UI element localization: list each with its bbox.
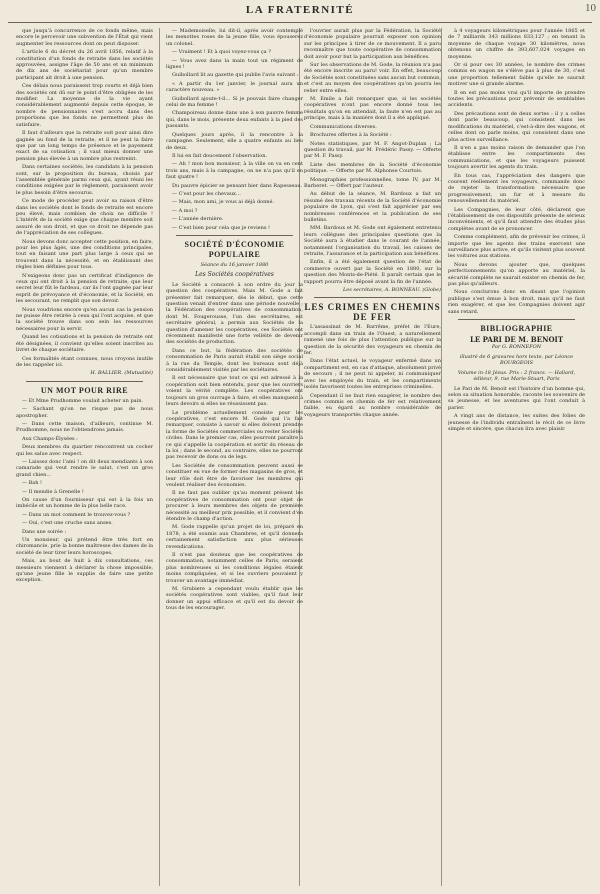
paragraph: N'exigeons donc pas un certificat d'indigence de ceux qui ont droit à la pension de retraite, que leur secret leur fût le fardeau, car ils l'ont gagnée par leur esprit de prévoyance et d'économie, et la Société, en les secourant, ne remplit que son devoir. — [16, 272, 153, 305]
book-publisher: Volume in-18 Jésus. Prix : 2 francs. — Hallard, éditeur, 9, rue Marie-Stuart, Paris — [457, 369, 576, 383]
article-signature: Les secrétaires, A. BONNEAU. (Globe) — [342, 287, 441, 294]
column-divider — [159, 28, 160, 886]
paragraph: — Sachant qu'on ne risque pas de nous apostropher. — [16, 406, 153, 419]
section-rule — [314, 297, 431, 298]
paragraph: On cause d'un fournisseur qui est à la fois un imbécile et un homme de la plus belle race. — [16, 497, 153, 510]
column-2 — [166, 28, 303, 888]
paragraph: — C'est bien pour cela que je reviens ! — [172, 224, 271, 231]
paragraph: Nous voudrions encore qu'en aucun cas la pension ne puisse être retirée à ceux qui l'ont acquise, et que la société trouve dans son sein les ressources nécessaires pour la servir. — [16, 306, 153, 332]
paragraph: Mais, au bout de huit à dix consultations, ces messieurs viennent à déclarer la chose impossible, qu'une jeune fille le supplie de faire une petite exception. — [16, 558, 153, 584]
paragraph: Cependant il ne faut rien exagérer, le nombre des crimes commis en chemin de fer est relativement faible, eu égard au nombre considérable de voyageurs transportés chaque année. — [304, 392, 441, 418]
book-illustrations: illustré de 6 gravures hors texte, par Léonce BOURGEOIS — [459, 353, 574, 367]
paragraph: Un monsieur, qui prétend être très fort en chiromancie, prie la bonne maîtresse des dames de la société de leur tirer leurs horoscopes. — [16, 537, 153, 556]
paragraph: Le Société a consacré à son ordre du jour la question des coopératives. Mais M. Gode a fait présenter fait remarquer, dès le début, que cette question venait d'entrer dans une période nouvelle ; la Fédération des coopératives de consommation, dont M. Fougerousse, l'un des secrétaires, est secrétaire général, a permis aux Sociétés de la question d'amener les coopératives, ces Sociétés ont récemment manifesté une forte velléité de devenir des sociétés de production. — [166, 281, 303, 346]
paragraph: « A partir du 1er janvier, le journal aura un caractère nouveau. » — [166, 80, 303, 94]
paragraph: Il lui en fait doucement l'observation. — [172, 152, 268, 159]
paragraph: à 4 voyageurs kilométriques pour l'année 1865 et de 7 milliards 343 millions 833,127 ; en tenant la moyenne de chaque voyage 30 kilomètres, nous obtenons un chiffre de 393,607,024 voyages en moyenne. — [448, 28, 585, 60]
paragraph: M. Emile a fait remarquer que, si les sociétés coopératives n'ont pas encore donné tous les résultats qu'on en attendait, la faute n'en est pas au principe, mais à la manière dont il a été appliqué. — [304, 96, 441, 122]
section-subheading: Séance du 16 janvier 1880 — [200, 261, 269, 268]
paragraph: M. Grubiere a cependant voulu établir que les sociétés coopératives sont viables, qu'il faut leur donner un appui efficace et qu'il est du devoir de tous de les encourager. — [166, 586, 303, 612]
paragraph: que jusqu'à concurrence de ce fonds même, mais encore le percevoir une subvention de l'État qui vient augmenter les ressources dont on peut disposer. — [16, 28, 153, 47]
paragraph: Le Pari de M. Benoit est l'histoire d'un homme qui, selon sa situation honorable, raconte les souvenirs de sa jeunesse, et les aventures qui l'ont conduit à parier. — [448, 385, 585, 411]
paragraph: — Dans cette maison, d'ailleurs, continue M. Prudhomme, nous ne l'obtiendrons jamais. — [16, 420, 153, 434]
paragraph: Au début de la séance, M. Bardoux a fait un résumé des travaux récents de la Société d'économie populaire de Lyon, qui s'est fait apprécier par ses nombreuses conférences et la publication de ses bulletins. — [304, 191, 441, 223]
paragraph: — Il mendie à Grenelle ! — [22, 488, 84, 495]
masthead-title: LA FRATERNITÉ — [245, 4, 355, 16]
section-heading: BIBLIOGRAPHIE — [480, 324, 553, 334]
paragraph: Dans certaines sociétés, les candidats à la pension sont, sur la proposition du bureau, choisis par l'assemblée générale parmi ceux qui, ayant réuni les conditions exigées par le règlement, paraissent avoir le plus besoin d'être secourus. — [16, 164, 153, 196]
paragraph: — Et Mme Prudhomme voulait acheter un pain. — [22, 397, 144, 404]
paragraph: Liste des membres de la Société d'économie politique. — Offerte par M. Alphonse Courtois. — [304, 161, 441, 175]
book-author: Par G. BONNEFON — [491, 344, 542, 351]
paragraph: Quelques jours après, il la rencontre à la campagne. Seulement, elle a quatre enfants au lieu de deux. — [166, 131, 303, 151]
paragraph: — Dans un mot comment le trouvez-vous ? — [22, 511, 131, 518]
paragraph: Quand les cotisations et la pension de retraite ont été désignées, il convient qu'elles soient inscrites au livret de chaque sociétaire. — [16, 334, 153, 354]
paragraph: Guibollard ajoute-t-il… Si je pouvais faire changer celui de ma femme ! — [166, 95, 303, 109]
paragraph: Il faut d'ailleurs que la retraite soit pour ainsi dire gagnée au fond de la retraite, et il ne peut la faire que par un long temps de présence et le payement exact de sa cotisation ; il vaut mieux donner une pension plus élevée à un nombre plus restreint. — [16, 130, 153, 162]
paragraph: Aux Champs-Élysées : — [22, 435, 78, 442]
paragraph: Monographies professionnelles, tome IV, par M. Barberet. — Offert par l'auteur. — [304, 176, 441, 189]
paragraph: — Ah ! mon bon monsieur, à la ville on va en cent trois ans, mais à la campagne, on ne n'a pas qu'il en faut quatre ! — [166, 161, 303, 181]
paragraph: Enfin, il a été également question de l'état de commerce ouvert par la Société en 1880, sur la question des Monts-de-Piété. Il paraît certain que le rapport pourra être déposé avant la fin de l'année. — [304, 259, 441, 285]
paragraph: — Mademoiselle, lui dit-il, après avoir contemplé les menottes roses de la jeune fille, vous épouserez un colonel. — [166, 28, 303, 47]
column-4 — [448, 28, 585, 888]
paragraph: Sur les observations de M. Gode, la réunion n'a pas été encore inscrite au paru! voir. En effet, beaucoup de Sociétés sont constituées sans aucun but commun, et c'est au moyen des coopératives qu'on pourra les relier entre elles. — [304, 62, 441, 94]
paragraph: Champoireau donne dans une à son pauvre femme qui, dans le mois, présente deux enfants à la pied des passants. — [166, 110, 303, 130]
paragraph: L'assassinat de M. Barrême, préfet de l'Eure, accompli dans un train de l'Ouest, a naturellement ramené une fois de plus l'attention publique sur la question de la sécurité des voyageurs en chemin de fer. — [304, 324, 441, 357]
paragraph: Guibollard lit au gazette qui publie l'avis suivant : — [172, 72, 299, 79]
subsection-title: Les Sociétés coopératives — [195, 271, 274, 279]
article-signature: H. BALLIER. (Mutualité) — [90, 370, 153, 377]
paragraph: Les Sociétés de consommation peuvent aussi se constituer en vue de former des magasins de gros, et leur rôle doit être de favoriser les membres qui veulent réaliser des économies. — [166, 462, 303, 488]
section-rule — [176, 235, 293, 236]
paragraph: Il n'est pas douteux que les coopératives de consommation, notamment celles de Paris, seraient plus nombreuses si les conditions légales étaient moins compliquées, et si les ouvriers pouvaient y trouver un avantage immédiat. — [166, 552, 303, 584]
section-rule — [26, 381, 143, 382]
paragraph: L'article 6 du décret du 26 avril 1856, relatif à la constitution d'un fonds de retraite dans les sociétés approuvées, assigne l'âge de 50 ans et un minimum de dix ans de sociétariat pour qu'un membre participant ait droit à une pension. — [16, 49, 153, 81]
paragraph: Des précautions sont de deux sortes : il y a celles dont parle beaucoup, qui consistent dans les modifications du matériel, c'est-à-dire des wagons, et celles dont on parle moins, qui consistent dans une plus active surveillance. — [448, 110, 585, 143]
paragraph: Nous devons ajouter que, quelques perfectionnements qu'on apporte au matériel, la sécurité complète ne saurait exister en chemin de fer, pas plus qu'ailleurs. — [448, 261, 585, 288]
paragraph: Ces formalités étant connues, nous croyons inutile de les rappeler ici. — [16, 355, 153, 368]
section-heading: LES CRIMES EN CHEMINS DE FER — [304, 302, 441, 323]
paragraph: Ces délais nous paraissent trop courts et déjà bien des sociétés ont dû sur le point d'être obligées de les modifier. La moyenne de la vie ayant considérablement augmenté depuis cette époque, le nombre de pensionnaires s'est accru dans des proportions que les fonds ne permettent plus de satisfaire. — [16, 83, 153, 128]
paragraph: Comme complément, afin de prévenir les crimes, il importe que les agents des trains exercent une surveillance plus active, et qu'ils visitent plus souvent les voitures aux stations. — [448, 234, 585, 260]
paragraph: Brochures offertes à la Société : — [310, 132, 392, 139]
book-title: LE PARI DE M. BENOIT — [469, 335, 564, 345]
paragraph: A vingt ans de distance, les suites des folies de jeunesse de l'individu entraînent le récit de ce livre simple et sincère, que chacun lira avec plaisir. — [448, 413, 585, 432]
paragraph: Du pauvre épicier se pensant hier dans Rapesseau. — [172, 182, 303, 189]
paragraph: l'ouvrier aurait plus par la Fédération, la Société d'économie populaire pourrait exposer son opinion sur les principes à tirer de ce mouvement. Il a paru reconnaître que toute coopérative de consommation doit avoir pour but la participation aux bénéfices. — [304, 28, 441, 60]
paragraph: — L'année dernière. — [172, 216, 224, 223]
column-3 — [304, 28, 441, 888]
paragraph: — Vous avez dans la main tout un régiment de lignes ! — [166, 57, 303, 71]
section-heading: UN MOT POUR RIRE — [40, 385, 129, 395]
paragraph: — Oui, c'est une cruche sans anses. — [22, 520, 113, 527]
paragraph: Il en est pas moins vrai qu'il importe de prendre toutes les précautions pour prévenir de semblables accidents. — [448, 89, 585, 109]
paragraph: — Laissez donc l'ami ! on dit deux mendiants à son camarade qui veut rendre le salut, c'est un gros grand chien… — [16, 458, 153, 478]
paragraph: — A moi ? — [172, 207, 198, 214]
page-number: 10 — [585, 2, 596, 14]
column-divider — [441, 28, 442, 886]
paragraph: Dans une soirée : — [22, 528, 67, 535]
paragraph: En tous cas, l'appréciation des dangers que courent réellement les voyageurs, commande donc de rejeter la transformation nécessaire que progressivement, un fur et à mesure du renouvellement du matériel. — [448, 172, 585, 205]
paragraph: Dans ce but, la fédération des sociétés de consommation de Paris aurait établi son siège social à la rue du Temple, dont les bureaux sont déjà considérablement visités par les sociétaires. — [166, 347, 303, 374]
paragraph: — Mais, mon ami, je vous ai déjà donné. — [172, 199, 275, 206]
masthead-rule — [8, 22, 592, 23]
paragraph: — Vraiment ! Et à quoi voyez-vous ça ? — [172, 49, 271, 56]
paragraph: Nous devons donc accepter cette position, en faire, pour les plus âgés, une des conditions principales, tout en faisant une part plus large à ceux qui se trouvent dans la nécessité, et en établissant des règles bien définies pour tous. — [16, 238, 153, 271]
paragraph: Ce mode de procéder peut avoir sa raison d'être dans les sociétés dont le fonds de retraite est encore peu élevé, mais combien de choix ne difficile ! L'intérêt de la société exige que chaque membre soit assuré de son droit, et que ce droit ne dépende pas de l'appréciation de ses collègues. — [16, 198, 153, 237]
section-heading: SOCIÉTÉ D'ÉCONOMIE POPULAIRE — [184, 239, 285, 259]
paragraph: Le problème actuellement consiste pour les coopératives, c'est encore M. Gode qui l'a fait remarquer, consiste à savoir si elles doivent prendre la forme de Sociétés commerciales ou rester Sociétés civiles. Dans le premier cas, elles pourront paraître à ce qui s'appelle la coopération et sortir du réseau de la loi ; dans le second, au contraire, elles ne pourront pas recevoir de dons ou de legs. — [166, 409, 303, 461]
paragraph: Les Compagnies, de leur côté, déclarent que l'établissement de ces dispositifs présente de sérieux inconvénients, et qu'il faut attendre des études plus complètes avant de se prononcer. — [448, 206, 585, 232]
paragraph: Or si pour ces 30 années, le nombre des crimes commis en wagon ne s'élève pas à plus de 30, c'est une proportion tellement faible qu'elle ne saurait motiver une si grande alarme. — [448, 62, 585, 88]
paragraph: Communications diverses. — [310, 123, 377, 130]
paragraph: Il n'en a pas moins raison de demander que l'on établisse entre les compartiments des communications, et que les voyageurs puissent toujours avertir les agents du train. — [448, 144, 585, 171]
paragraph: Notes statistiques, par M. F. Angot-Duplan ; La question du travail, par M. Frédéric Passy. — Offerte par M. F. Passy. — [304, 140, 441, 160]
paragraph: Nous conclurons donc en disant que l'opinion publique s'est émue à bon droit, mais qu'il ne faut rien exagérer, et que les Compagnies doivent agir sans retard. — [448, 289, 585, 315]
paragraph: MM. Bardoux et M. Gode ont également entretenu leurs collègues des principales questions que la Société aura à étudier dans le courant de l'année, notamment l'organisation du travail, les caisses de retraite, l'assurance et la participation aux bénéfices. — [304, 225, 441, 257]
paragraph: Deux membres du quartier rencontrent un cocher qui les salue avec respect. — [16, 444, 153, 457]
column-1 — [16, 28, 153, 888]
paragraph: — Bah ! — [22, 480, 43, 487]
paragraph: Il est nécessaire que tout ce qui est adressé à la coopération soit bien entendu, pour que les ouvriers voient la vérité complète. Les coopératives ont toujours un gros ouvrage à faire, et elles manquent à leurs devoirs si elles ne réussissent pas. — [166, 375, 303, 408]
paragraph: — C'est pour les chevaux… — [172, 190, 241, 197]
paragraph: Dans l'état actuel, le voyageur enfermé dans un compartiment est, en cas d'attaque, absolument privé de secours ; il ne peut ni appeler, ni communiquer avec les employés du train, et les compartiments isolés favorisent toutes les entreprises criminelles. — [304, 358, 441, 391]
paragraph: Il ne faut pas oublier qu'au moment présent les coopératives de consommation ont pour objet de procurer à leurs membres des objets de première nécessité au meilleur prix possible, et il convient d'en étendre le champ d'action. — [166, 490, 303, 522]
section-rule — [458, 319, 575, 320]
paragraph: M. Gode rappelle qu'un projet de loi, préparé en 1878, a été soumis aux Chambres, et qu'il donnera certainement satisfaction aux plus sérieuses revendications. — [166, 524, 303, 550]
